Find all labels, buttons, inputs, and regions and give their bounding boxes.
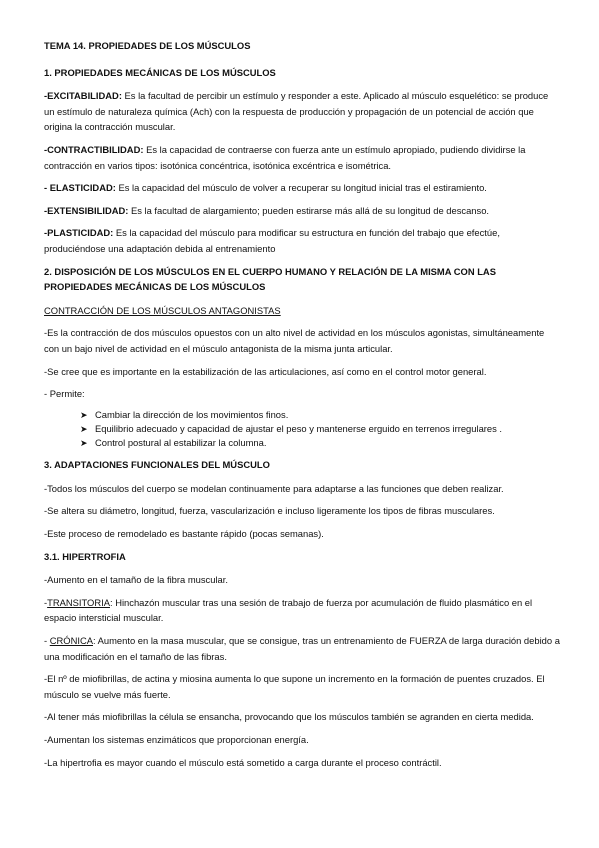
property-text: Es la facultad de alargamiento; pueden estirarse más allá de su longitud de descanso. bbox=[128, 204, 490, 216]
section-3-heading: 3. ADAPTACIONES FUNCIONALES DEL MÚSCULO bbox=[44, 459, 270, 471]
prefix: - bbox=[44, 596, 48, 608]
property-term: -EXTENSIBILIDAD: bbox=[44, 204, 129, 216]
paragraph: -Aumentan los sistemas enzimáticos que proporcionan energía. bbox=[44, 734, 309, 746]
paragraph: - Permite: bbox=[44, 388, 85, 400]
list-item-text: Equilibrio adecuado y capacidad de ajustar el peso y mantenerse erguido en terrenos irregulares . bbox=[95, 422, 503, 434]
property-text: Es la capacidad de contraerse con fuerza ante un estímulo apropiado, pudiendo dividirse la contracción en varios tipos: isotónica concéntrica, isotónica excéntrica e isométrica. bbox=[44, 143, 526, 171]
property-term: -CONTRACTIBILIDAD: bbox=[44, 143, 144, 155]
term-transitoria: TRANSITORIA bbox=[47, 596, 110, 608]
paragraph: -Este proceso de remodelado es bastante rápido (pocas semanas). bbox=[44, 528, 324, 540]
arrow-bullet-icon: ➤ bbox=[80, 409, 88, 420]
property-elasticidad bbox=[44, 180, 561, 196]
property-term: - ELASTICIDAD: bbox=[44, 182, 116, 194]
paragraph: -Se altera su diámetro, longitud, fuerza, vascularización e incluso ligeramente los tipos de fibras musculares. bbox=[44, 505, 495, 517]
list-item-text: Control postural al estabilizar la columna. bbox=[95, 437, 267, 449]
property-term: -PLASTICIDAD: bbox=[44, 227, 114, 239]
bullet-list bbox=[44, 408, 561, 451]
list-item bbox=[80, 408, 561, 422]
arrow-bullet-icon: ➤ bbox=[80, 423, 88, 434]
property-text: Es la capacidad del músculo de volver a recuperar su longitud inicial tras el estiramiento. bbox=[115, 182, 487, 194]
property-term: -EXCITABILIDAD: bbox=[44, 90, 122, 102]
paragraph: -La hipertrofia es mayor cuando el músculo está sometido a carga durante el proceso contráctil. bbox=[44, 756, 442, 768]
arrow-bullet-icon: ➤ bbox=[80, 438, 88, 449]
term-text: : Aumento en la masa muscular, que se consigue, tras un entrenamiento de FUERZA de larga duración debido a una modificación en el tamaño de las fibras. bbox=[44, 635, 560, 662]
document-title: TEMA 14. PROPIEDADES DE LOS MÚSCULOS bbox=[44, 40, 251, 51]
property-contractibilidad bbox=[44, 142, 561, 173]
paragraph: -El nº de miofibrillas, de actina y miosina aumenta lo que supone un incremento en la formación de puentes cruzados. El músculo se vuelve más fuerte. bbox=[44, 673, 545, 700]
list-item-text: Cambiar la dirección de los movimientos finos. bbox=[95, 408, 289, 420]
property-text: Es la capacidad del músculo para modificar su estructura en función del trabajo que efectúe, produciéndose una adaptación debida al entrenamiento bbox=[44, 227, 500, 254]
list-item bbox=[80, 422, 561, 436]
section-2-subheading: CONTRACCIÓN DE LOS MÚSCULOS ANTAGONISTAS bbox=[44, 304, 281, 316]
section-1-heading: 1. PROPIEDADES MECÁNICAS DE LOS MÚSCULOS bbox=[44, 66, 276, 78]
section-2-heading: 2. DISPOSICIÓN DE LOS MÚSCULOS EN EL CUERPO HUMANO Y RELACIÓN DE LA MISMA CON LAS PROPIEDADES MECÁNICAS DE LOS MÚSCULOS bbox=[44, 265, 496, 293]
paragraph: -Se cree que es importante en la estabilización de las articulaciones, así como en el control motor general. bbox=[44, 365, 487, 377]
term-cronica: CRÓNICA bbox=[49, 635, 93, 647]
hipertrofia-cronica bbox=[44, 633, 561, 664]
property-extensibilidad bbox=[44, 203, 561, 219]
hipertrofia-transitoria bbox=[44, 595, 561, 626]
section-3-1-heading: 3.1. HIPERTROFIA bbox=[44, 550, 126, 562]
paragraph: -Todos los músculos del cuerpo se modelan continuamente para adaptarse a las funciones que deben realizar. bbox=[44, 482, 504, 494]
term-text: : Hinchazón muscular tras una sesión de trabajo de fuerza por acumulación de fluido plasmático en el espacio intersticial muscular. bbox=[44, 596, 533, 624]
paragraph: -Al tener más miofibrillas la célula se ensancha, provocando que los músculos también se agranden en cierta medida. bbox=[44, 711, 534, 723]
property-excitabilidad bbox=[44, 88, 561, 135]
paragraph: -Es la contracción de dos músculos opuestos con un alto nivel de actividad en los músculos agonistas, simultáneamente con un bajo nivel de actividad en el músculo antagonista de la misma junta articular. bbox=[44, 327, 545, 354]
property-text: Es la facultad de percibir un estímulo y responder a este. Aplicado al músculo esquelético: se produce un estímulo de naturaleza química (Ach) con la respuesta de producción y propagación de un potencial de acción que origina la contracción muscular. bbox=[44, 90, 549, 133]
property-plasticidad bbox=[44, 225, 561, 256]
list-item bbox=[80, 436, 561, 450]
prefix: - bbox=[44, 635, 50, 647]
paragraph: -Aumento en el tamaño de la fibra muscular. bbox=[44, 574, 228, 586]
